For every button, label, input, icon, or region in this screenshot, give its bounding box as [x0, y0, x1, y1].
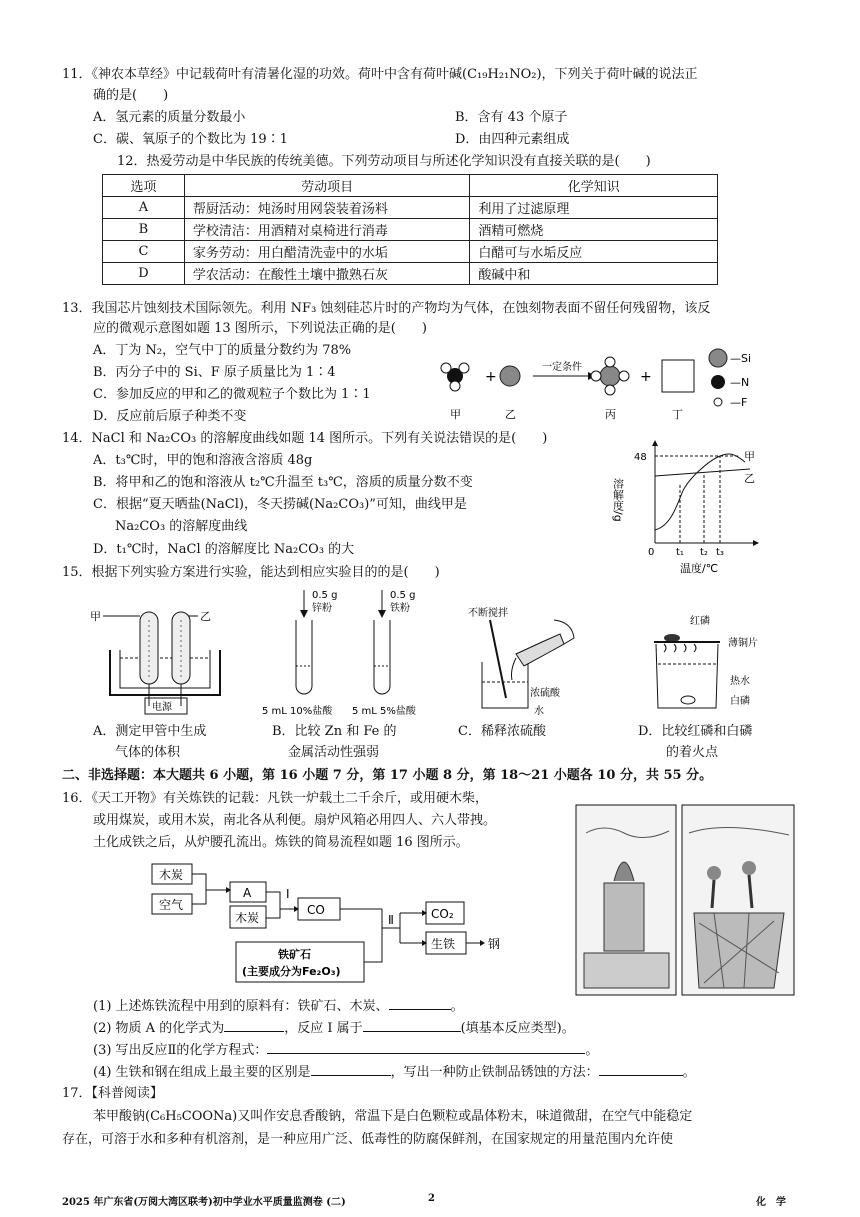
table-cell: 学校清洁：用酒精对桌椅进行消毒 — [184, 219, 470, 241]
table-cell: A — [103, 197, 185, 219]
footer-page-number: 2 — [428, 1193, 435, 1204]
label-jia: 甲 — [450, 408, 461, 421]
copper-plate-label: 薄铜片 — [728, 638, 758, 649]
footer-exam-title: 2025 年广东省(万阅大湾区联考)初中学业水平质量监测卷 (二) — [62, 1197, 346, 1208]
q13-option-b: B．丙分子中的 Si、F 原子质量比为 1∶4 — [93, 365, 336, 380]
table-cell: B — [103, 219, 185, 241]
answer-blank-4a[interactable] — [311, 1062, 391, 1076]
curve-label-jia: 甲 — [744, 450, 755, 463]
q15-option-d: D．比较红磷和白磷 — [638, 724, 753, 739]
q14-option-c: C．根据“夏天晒盐(NaCl)，冬天捞碱(Na₂CO₃)”可知，曲线甲是 — [93, 497, 467, 512]
q11-option-d: D．由四种元素组成 — [455, 132, 570, 147]
legend-n: —N — [730, 376, 750, 389]
q16-line-3: 土化成铁之后，从炉腰孔流出。炼铁的简易流程如题 16 图所示。 — [93, 835, 469, 850]
acid-label: 浓硫酸 — [530, 688, 560, 699]
svg-text:+: + — [485, 369, 497, 385]
tube2-mass: 0.5 g — [390, 590, 416, 601]
tiangong-kaiwu-illustration — [574, 803, 796, 999]
power-label: 电源 — [152, 702, 172, 713]
x-tick-t2: t₂ — [700, 547, 708, 558]
origin-label: 0 — [648, 547, 655, 558]
q14-option-b: B．将甲和乙的饱和溶液从 t₂℃升温至 t₃℃，溶质的质量分数不变 — [93, 475, 473, 490]
q15-option-b: B．比较 Zn 和 Fe 的 — [272, 724, 397, 739]
q15-option-b-cont: 金属活动性强弱 — [288, 745, 380, 760]
q14-stem: 14．NaCl 和 Na₂CO₃ 的溶解度曲线如题 14 图所示。下列有关说法错误的是( ) — [62, 431, 548, 446]
table-cell: 利用了过滤原理 — [470, 197, 718, 219]
stir-label: 不断搅拌 — [468, 608, 508, 619]
table-header: 劳动项目 — [184, 175, 470, 197]
q14-option-d: D．t₁℃时，NaCl 的溶解度比 Na₂CO₃ 的大 — [93, 542, 355, 557]
tube2-powder: 铁粉 — [390, 603, 410, 614]
flow-charcoal-2: 木炭 — [235, 911, 260, 925]
answer-blank-3[interactable] — [267, 1040, 585, 1054]
q15-option-a-cont: 气体的体积 — [115, 745, 181, 760]
tube2-acid: 5 mL 5%盐酸 — [352, 706, 416, 717]
q11-option-b: B．含有 43 个原子 — [455, 110, 568, 125]
q13-stem: 13．我国芯片蚀刻技术国际领先。利用 NF₃ 蚀刻硅芯片时的产物均为气体，在蚀刻物表面不留任何残留物，该反 — [62, 301, 711, 316]
label-yi: 乙 — [505, 408, 516, 421]
molecule-ding-box — [662, 360, 694, 392]
y-tick-48: 48 — [634, 452, 647, 463]
q15-stem: 15．根据下列实验方案进行实验，能达到相应实验目的的是( ) — [62, 565, 440, 580]
x-tick-t3: t₃ — [716, 547, 724, 558]
q15-option-d-cont: 的着火点 — [666, 745, 719, 760]
q16-line-2: 或用煤炭，或用木炭，南北各从利便。扇炉风箱必用四人、六人带拽。 — [93, 813, 497, 828]
label-bing: 丙 — [605, 408, 616, 421]
q14-option-c-cont: Na₂CO₃ 的溶解度曲线 — [115, 519, 248, 534]
flow-reaction-i: I — [286, 887, 290, 901]
q14-option-a: A．t₃℃时，甲的饱和溶液含溶质 48g — [93, 453, 313, 468]
q15-option-c: C．稀释浓硫酸 — [458, 724, 546, 739]
q11-option-a: A．氢元素的质量分数最小 — [93, 110, 246, 125]
flow-iron-ore: 铁矿石 — [278, 948, 311, 961]
q11-option-c: C．碳、氧原子的个数比为 19∶1 — [93, 132, 288, 147]
table-row — [103, 219, 718, 241]
q13-option-c: C．参加反应的甲和乙的微观粒子个数比为 1∶1 — [93, 387, 371, 402]
table-cell: 白醋可与水垢反应 — [470, 241, 718, 263]
table-row — [103, 241, 718, 263]
flow-air: 空气 — [159, 898, 184, 912]
flow-steel: 钢 — [488, 937, 501, 951]
svg-text:+: + — [640, 369, 652, 385]
water-label: 水 — [534, 706, 544, 717]
flow-reaction-ii: Ⅱ — [388, 913, 394, 927]
answer-blank-4b[interactable] — [599, 1062, 683, 1076]
x-tick-t1: t₁ — [676, 547, 684, 558]
table-cell: 学农活动：在酸性土壤中撒熟石灰 — [184, 263, 470, 285]
white-phosphorus-label: 白磷 — [730, 696, 750, 707]
molecule-bing — [591, 357, 629, 395]
answer-blank-2a[interactable] — [224, 1018, 284, 1032]
q13-reaction-diagram — [430, 338, 790, 428]
q17-para-2: 存在，可溶于水和多种有机溶剂，是一种应用广泛、低毒性的防腐保鲜剂，在国家规定的用量范围内允许使 — [62, 1132, 674, 1147]
tube1-acid: 5 mL 10%盐酸 — [262, 706, 333, 717]
tube1-powder: 锌粉 — [312, 603, 332, 614]
q15-fig-b-test-tubes — [262, 586, 432, 721]
table-cell: 家务劳动：用白醋清洗壶中的水垢 — [184, 241, 470, 263]
curve-yi — [655, 469, 750, 476]
curve-jia — [655, 454, 745, 530]
legend-n-icon — [711, 375, 725, 389]
table-cell: D — [103, 263, 185, 285]
q15-option-a: A．测定甲管中生成 — [93, 724, 207, 739]
legend-si-icon — [709, 349, 727, 367]
molecule-jia — [441, 363, 469, 391]
legend-f-icon — [714, 398, 722, 406]
tube1-mass: 0.5 g — [312, 590, 338, 601]
q17-para-1: 苯甲酸钠(C₆H₅COONa)又叫作安息香酸钠，常温下是白色颗粒或晶体粉末，味道微甜，在空气中能稳定 — [93, 1109, 693, 1124]
q15-fig-d-ignition — [640, 612, 760, 724]
q16-flowchart — [150, 858, 510, 988]
flow-iron-ore-note: (主要成分为Fe₂O₃) — [242, 965, 341, 978]
flow-charcoal: 木炭 — [159, 868, 184, 882]
table-cell: 帮厨活动：炖汤时用网袋装着汤料 — [184, 197, 470, 219]
reaction-condition: 一定条件 — [542, 362, 582, 373]
q15-fig-a-electrolysis — [90, 590, 240, 720]
table-header: 化学知识 — [470, 175, 718, 197]
q14-solubility-chart — [610, 438, 770, 578]
flow-co: CO — [307, 903, 325, 917]
flow-pig-iron: 生铁 — [431, 937, 456, 951]
table-cell: C — [103, 241, 185, 263]
label-jia-tube: 甲 — [90, 610, 101, 623]
legend-si: —Si — [730, 352, 752, 365]
q16-sub-4: (4) 生铁和钢在组成上最主要的区别是 ，写出一种防止铁制品锈蚀的方法： 。 — [93, 1062, 696, 1082]
section-2-heading: 二、非选择题：本大题共 6 小题，第 16 小题 7 分，第 17 小题 8 分，第 18～21 小题各 10 分，共 55 分。 — [62, 768, 713, 783]
molecule-yi — [500, 366, 520, 386]
legend-f: —F — [730, 396, 748, 409]
q16-sub-2: (2) 物质 A 的化学式为 ，反应 I 属于 (填基本反应类型)。 — [93, 1018, 575, 1038]
table-row — [103, 197, 718, 219]
hot-water-label: 热水 — [730, 676, 750, 687]
table-row — [103, 263, 718, 285]
q16-sub-3: (3) 写出反应Ⅱ的化学方程式： 。 — [93, 1040, 598, 1060]
red-phosphorus-label: 红磷 — [690, 616, 710, 627]
table-cell: 酸碱中和 — [470, 263, 718, 285]
curve-label-yi: 乙 — [744, 472, 755, 485]
q13-option-a: A．丁为 N₂，空气中丁的质量分数约为 78% — [93, 343, 352, 358]
q12-table — [102, 174, 718, 285]
answer-blank-2b[interactable] — [363, 1018, 461, 1032]
y-axis-label: 溶解度/g — [611, 478, 625, 522]
label-ding: 丁 — [672, 408, 683, 421]
footer-subject: 化 学 — [756, 1197, 786, 1208]
label-yi-tube: 乙 — [200, 610, 211, 623]
q12-stem: 12．热爱劳动是中华民族的传统美德。下列劳动项目与所述化学知识没有直接关联的是( ) — [117, 154, 651, 169]
q16-line-1: 16．《天工开物》有关炼铁的记载：凡铁一炉载土二千余斤，或用硬木柴， — [62, 791, 489, 806]
q15-fig-c-dilution — [468, 604, 588, 722]
flow-a: A — [243, 886, 252, 900]
q13-stem-cont: 应的微观示意图如题 13 图所示，下列说法正确的是( ) — [93, 321, 427, 336]
x-axis-label: 温度/℃ — [680, 562, 719, 575]
q11-stem: 11．《神农本草经》中记载荷叶有清暑化湿的功效。荷叶中含有荷叶碱(C₁₉H₂₁NO₂)，下列关于荷叶碱的说法正 — [62, 67, 698, 82]
q17-title: 17．【科普阅读】 — [62, 1086, 164, 1101]
q13-option-d: D．反应前后原子种类不变 — [93, 409, 247, 424]
table-header: 选项 — [103, 175, 185, 197]
table-cell: 酒精可燃烧 — [470, 219, 718, 241]
answer-blank-1[interactable] — [389, 996, 451, 1010]
q11-stem-cont: 确的是( ) — [93, 88, 169, 103]
q16-sub-1: (1) 上述炼铁流程中用到的原料有：铁矿石、木炭、 。 — [93, 996, 464, 1016]
table-header-row — [103, 175, 718, 197]
flow-co2: CO₂ — [431, 907, 454, 921]
